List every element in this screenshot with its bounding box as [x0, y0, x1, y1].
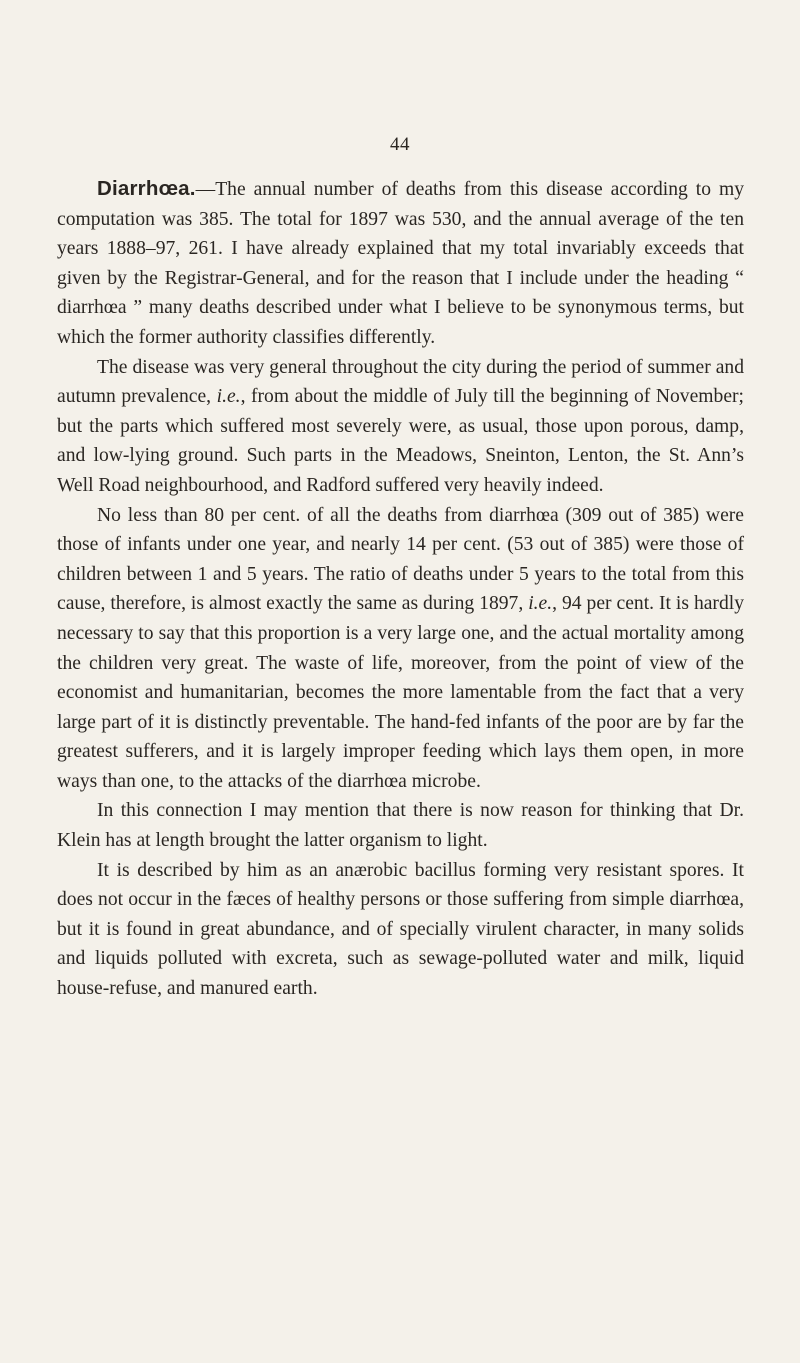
paragraph-text: In this connection I may mention that there is now reason for thinking that Dr. Klein has at length brought the latter organism to light.: [57, 800, 744, 852]
body-text: [57, 174, 744, 1004]
italic-abbreviation: i.e.: [528, 593, 553, 615]
paragraph-prevalence: [57, 353, 744, 501]
paragraph-text: It is described by him as an anærobic bacillus forming very resistant spores. It does not occur in the fæces of healthy persons or those suffering from simple diarrhœa, but it is found in great abundance, and of specially virulent character, in many solids and liquids polluted with excreta, such as sewage-polluted water and milk, liquid house-refuse, and manured earth.: [57, 859, 744, 1000]
paragraph-text: —The annual number of deaths from this disease according to my computation was 385. The total for 1897 was 530, and the annual average of the ten years 1888–97, 261. I have already explained that my total invariably exceeds that given by the Registrar-General, and for the reason that I include under the heading “ diarrhœa ” many deaths described under what I believe to be synonymous terms, but which the former authority classifies differently.: [57, 179, 744, 348]
paragraph-diarrhoea-intro: [57, 174, 744, 353]
paragraph-text: No less than 80 per cent. of all the deaths from diarrhœa (309 out of 385) were those of infants under one year, and nearly 14 per cent. (53 out of 385) were those of children between 1 and 5 years. The ratio of deaths under 5 years to the total from this cause, therefore, is almost exactly the same as during 1897,: [57, 504, 744, 615]
italic-abbreviation: i.e.: [216, 386, 241, 408]
paragraph-text: The disease was very general throughout the city during the period of summer and autumn prevalence,: [57, 356, 744, 408]
paragraph-text: , from about the middle of July till the beginning of November; but the parts which suffered most severely were, as usual, those upon porous, damp, and low-lying ground. Such parts in the Meadows, Sneinton, Lenton, the St. Ann’s Well Road neighbourhood, and Radford suffered very heavily indeed.: [57, 386, 744, 496]
paragraph-bacillus: [57, 856, 744, 1004]
paragraph-klein: [57, 796, 744, 855]
page-number: 44: [390, 134, 410, 155]
paragraph-text: , 94 per cent. It is hardly necessary to say that this proportion is a very large one, and the actual mortality among the children very great. The waste of life, moreover, from the point of view of the economist and humanitarian, becomes the more lamentable from the fact that a very large part of it is distinctly preventable. The hand-fed infants of the poor are by far the greatest sufferers, and it is largely improper feeding which lays them open, in more ways than one, to the attacks of the diarrhœa microbe.: [57, 593, 744, 792]
section-heading: Diarrhœa.: [97, 177, 196, 200]
paragraph-infant-mortality: [57, 501, 744, 797]
